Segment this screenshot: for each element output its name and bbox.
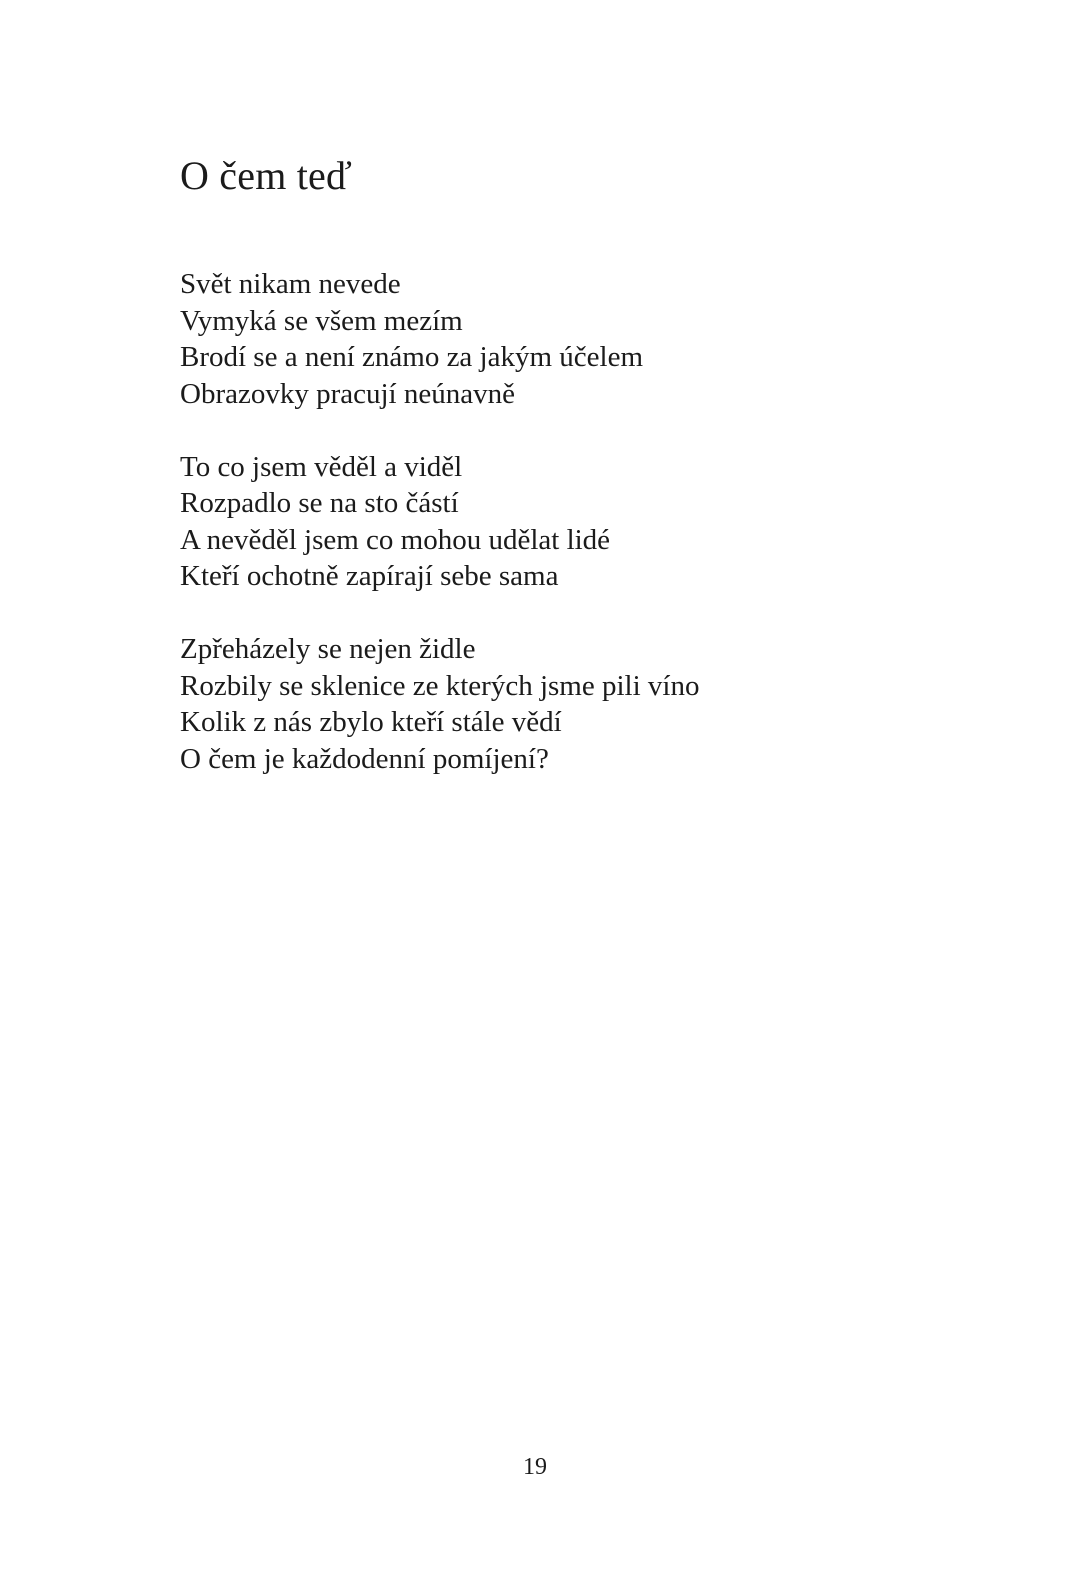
poem-line: Brodí se a není známo za jakým účelem xyxy=(180,341,644,373)
poem-body xyxy=(180,266,900,814)
poem-line: Kteří ochotně zapírají sebe sama xyxy=(180,560,559,592)
poem-line: A nevěděl jsem co mohou udělat lidé xyxy=(180,523,611,556)
poem-line: Svět nikam nevede xyxy=(180,268,401,300)
poem-line: Kolik z nás zbylo kteří stále vědí xyxy=(180,706,562,738)
stanza-2 xyxy=(180,449,900,595)
poem-line: Obrazovky pracují neúnavně xyxy=(180,377,515,410)
poem-line: Rozpadlo se na sto částí xyxy=(180,487,459,519)
poem-line: O čem je každodenní pomíjení? xyxy=(180,742,549,775)
poem-line: Rozbily se sklenice ze kterých jsme pili víno xyxy=(180,669,700,702)
stanza-3 xyxy=(180,631,900,777)
stanza-1 xyxy=(180,266,900,412)
poem-line: To co jsem věděl a viděl xyxy=(180,450,463,483)
poem-title: O čem teď xyxy=(180,153,353,198)
poem-line: Zpřeházely se nejen židle xyxy=(180,633,476,665)
poem-line: Vymyká se všem mezím xyxy=(180,304,463,337)
page-number: 19 xyxy=(523,1454,547,1480)
